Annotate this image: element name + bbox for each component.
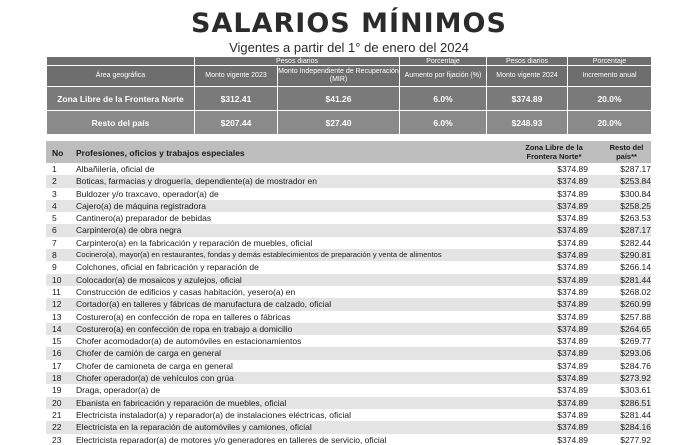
- row-resto-value: $287.17: [620, 164, 651, 174]
- row-zona-value: $374.89: [557, 213, 588, 224]
- summary-value: 20.0%: [568, 87, 652, 111]
- table-row: [46, 384, 651, 396]
- row-number: 12: [52, 299, 62, 310]
- summary-group-header-row: [47, 57, 652, 66]
- row-profession: Electricista reparador(a) de motores y/o generadores en talleres de servicio, oficial: [76, 434, 387, 445]
- row-number: 10: [52, 274, 62, 285]
- summary-table: [46, 56, 652, 135]
- summary-group-header: Porcentaje: [568, 57, 652, 66]
- row-resto-value: $264.65: [620, 323, 651, 334]
- row-number: 15: [52, 336, 62, 347]
- row-profession: Chofer de camioneta de carga en general: [76, 360, 233, 371]
- table-row: [46, 397, 651, 409]
- row-zona-value: $374.89: [557, 286, 588, 297]
- row-zona-value: $374.89: [557, 299, 588, 310]
- row-profession: Carpintero(a) de obra negra: [76, 225, 182, 236]
- row-resto-value: $258.25: [620, 200, 651, 211]
- row-resto-value: $287.17: [620, 225, 651, 236]
- row-profession: Chofer acomodador(a) de automóviles en estacionamientos: [76, 336, 302, 347]
- header-resto: Resto del país**: [609, 143, 644, 161]
- row-zona-value: $374.89: [557, 200, 588, 211]
- summary-value: $27.40: [278, 111, 400, 135]
- summary-value: 20.0%: [568, 111, 652, 135]
- row-number: 11: [52, 286, 61, 297]
- row-zona-value: $374.89: [557, 336, 588, 347]
- row-number: 9: [52, 262, 57, 273]
- table-row: [46, 360, 651, 372]
- row-number: 18: [52, 373, 62, 384]
- row-resto-value: $290.81: [620, 250, 651, 261]
- page-subtitle: Vigentes a partir del 1° de enero del 2024: [229, 40, 469, 55]
- table-row: [46, 249, 651, 261]
- row-zona-value: $374.89: [557, 422, 588, 433]
- row-profession: Cortador(a) en talleres y fábricas de manufactura de calzado, oficial: [76, 299, 332, 310]
- row-zona-value: $374.89: [557, 360, 588, 371]
- row-profession: Colocador(a) de mosaicos y azulejos, oficial: [76, 274, 242, 285]
- summary-group-header: Porcentaje: [400, 57, 487, 66]
- row-zona-value: $374.89: [557, 188, 588, 199]
- summary-value: 6.0%: [400, 87, 487, 111]
- row-zona-value: $374.89: [557, 348, 588, 359]
- row-resto-value: $300.84: [620, 188, 651, 199]
- summary-value: $207.44: [195, 111, 278, 135]
- row-zona-value: $374.89: [557, 397, 588, 408]
- summary-area: Resto del país: [47, 111, 195, 135]
- summary-col-header: Aumento por fijación (%): [400, 66, 487, 87]
- row-profession: Chofer de camión de carga en general: [76, 348, 222, 359]
- row-zona-value: $374.89: [557, 250, 588, 261]
- table-row: [46, 372, 651, 384]
- summary-group-header: Pesos diarios: [487, 57, 568, 66]
- row-resto-value: $273.92: [620, 373, 651, 384]
- row-number: 19: [52, 385, 62, 396]
- table-row: [46, 409, 651, 421]
- table-row: [46, 237, 651, 249]
- table-row: [46, 335, 651, 347]
- table-row: [46, 224, 651, 236]
- row-number: 3: [52, 188, 57, 199]
- row-zona-value: $374.89: [557, 323, 588, 334]
- summary-col-header: Incremento anual: [568, 66, 652, 87]
- summary-value: 6.0%: [400, 111, 487, 135]
- row-profession: Carpintero(a) en la fabricación y reparación de muebles, oficial: [76, 237, 313, 248]
- table-row: [46, 298, 651, 310]
- row-profession: Buldozer y/o traxcavo, operador(a) de: [76, 188, 219, 199]
- row-number: 5: [52, 213, 57, 224]
- row-resto-value: $253.84: [620, 176, 651, 187]
- summary-value: $374.89: [487, 87, 568, 111]
- summary-col-header: Monto Independiente de Recuperación (MIR): [278, 66, 400, 87]
- row-resto-value: $281.44: [620, 409, 651, 420]
- summary-row-resto: [47, 111, 652, 135]
- row-number: 17: [52, 360, 62, 371]
- page-title: SALARIOS MÍNIMOS: [191, 8, 507, 39]
- row-profession: Construcción de edificios y casas habitación, yesero(a) en: [76, 286, 296, 297]
- table-row: [46, 286, 651, 298]
- summary-area: Zona Libre de la Frontera Norte: [47, 87, 195, 111]
- row-zona-value: $374.89: [557, 262, 588, 273]
- summary-group-header: Pesos diarios: [195, 57, 400, 66]
- header-zona: Zona Libre de la Frontera Norte*: [525, 143, 583, 161]
- row-zona-value: $374.89: [557, 237, 588, 248]
- row-profession: Cantinero(a) preparador de bebidas: [76, 213, 212, 224]
- row-profession: Costurero(a) en confección de ropa en talleres o fábricas: [76, 311, 291, 322]
- row-zona-value: $374.89: [557, 164, 588, 174]
- row-profession: Boticas, farmacias y droguería, dependiente(a) de mostrador en: [76, 176, 317, 187]
- table-row: [46, 347, 651, 359]
- table-row: [46, 200, 651, 212]
- row-profession: Draga, operador(a) de: [76, 385, 161, 396]
- row-resto-value: $281.44: [620, 274, 651, 285]
- row-number: 1: [52, 164, 57, 174]
- row-resto-value: $260.99: [620, 299, 651, 310]
- row-number: 13: [52, 311, 62, 322]
- row-resto-value: $277.92: [620, 434, 651, 445]
- table-row: [46, 323, 651, 335]
- summary-row-frontera: [47, 87, 652, 111]
- summary-value: $41.26: [278, 87, 400, 111]
- row-resto-value: $268.02: [620, 286, 651, 297]
- row-zona-value: $374.89: [557, 373, 588, 384]
- row-zona-value: $374.89: [557, 385, 588, 396]
- row-profession: Cajero(a) de máquina registradora: [76, 200, 206, 211]
- row-profession: Costurero(a) en confección de ropa en trabajo a domicilio: [76, 323, 293, 334]
- summary-corner-cell: [47, 57, 195, 66]
- professions-rows: [46, 163, 651, 445]
- table-row: [46, 434, 651, 445]
- table-row: [46, 274, 651, 286]
- row-number: 20: [52, 397, 62, 408]
- row-resto-value: $263.53: [620, 213, 651, 224]
- row-resto-value: $284.76: [620, 360, 651, 371]
- row-number: 4: [52, 200, 57, 211]
- row-profession: Chofer operador(a) de vehículos con grúa: [76, 373, 234, 384]
- row-profession: Cocinero(a), mayor(a) en restaurantes, fondas y demás establecimientos de preparación y venta de alimentos: [76, 250, 442, 260]
- row-profession: Albañilería, oficial de: [76, 164, 155, 174]
- row-zona-value: $374.89: [557, 434, 588, 445]
- row-profession: Ebanista en fabricación y reparación de muebles, oficial: [76, 397, 287, 408]
- summary-column-header-row: [47, 66, 652, 87]
- row-profession: Colchones, oficial en fabricación y reparación de: [76, 262, 259, 273]
- table-row: [46, 261, 651, 273]
- row-number: 7: [52, 237, 57, 248]
- table-row: [46, 175, 651, 187]
- header-no: No: [52, 148, 64, 158]
- row-resto-value: $282.44: [620, 237, 651, 248]
- row-resto-value: $293.06: [620, 348, 651, 359]
- row-zona-value: $374.89: [557, 274, 588, 285]
- row-number: 8: [52, 250, 57, 261]
- header-profession: Profesiones, oficios y trabajos especiales: [76, 148, 245, 158]
- row-number: 14: [52, 323, 62, 334]
- table-row: [46, 188, 651, 200]
- row-zona-value: $374.89: [557, 311, 588, 322]
- summary-col-area: Área geográfica: [47, 66, 195, 87]
- row-resto-value: $286.51: [620, 397, 651, 408]
- table-row: [46, 421, 651, 433]
- table-row: [46, 163, 651, 175]
- summary-col-header: Monto vigente 2024: [487, 66, 568, 87]
- table-row: [46, 311, 651, 323]
- row-number: 22: [52, 422, 62, 433]
- row-number: 6: [52, 225, 57, 236]
- row-profession: Electricista en la reparación de automóviles y camiones, oficial: [76, 422, 312, 433]
- row-zona-value: $374.89: [557, 176, 588, 187]
- row-resto-value: $284.16: [620, 422, 651, 433]
- row-number: 21: [52, 409, 62, 420]
- summary-col-header: Monto vigente 2023: [195, 66, 278, 87]
- professions-table: [46, 141, 651, 445]
- row-resto-value: $257.88: [620, 311, 651, 322]
- row-profession: Electricista instalador(a) y reparador(a) de instalaciones eléctricas, oficial: [76, 409, 351, 420]
- row-resto-value: $266.14: [620, 262, 651, 273]
- summary-value: $248.93: [487, 111, 568, 135]
- row-number: 16: [52, 348, 62, 359]
- professions-header: [46, 141, 651, 163]
- row-resto-value: $269.77: [620, 336, 651, 347]
- row-number: 2: [52, 176, 57, 187]
- row-resto-value: $303.61: [620, 385, 651, 396]
- row-zona-value: $374.89: [557, 409, 588, 420]
- summary-value: $312.41: [195, 87, 278, 111]
- table-row: [46, 212, 651, 224]
- row-zona-value: $374.89: [557, 225, 588, 236]
- row-number: 23: [52, 434, 62, 445]
